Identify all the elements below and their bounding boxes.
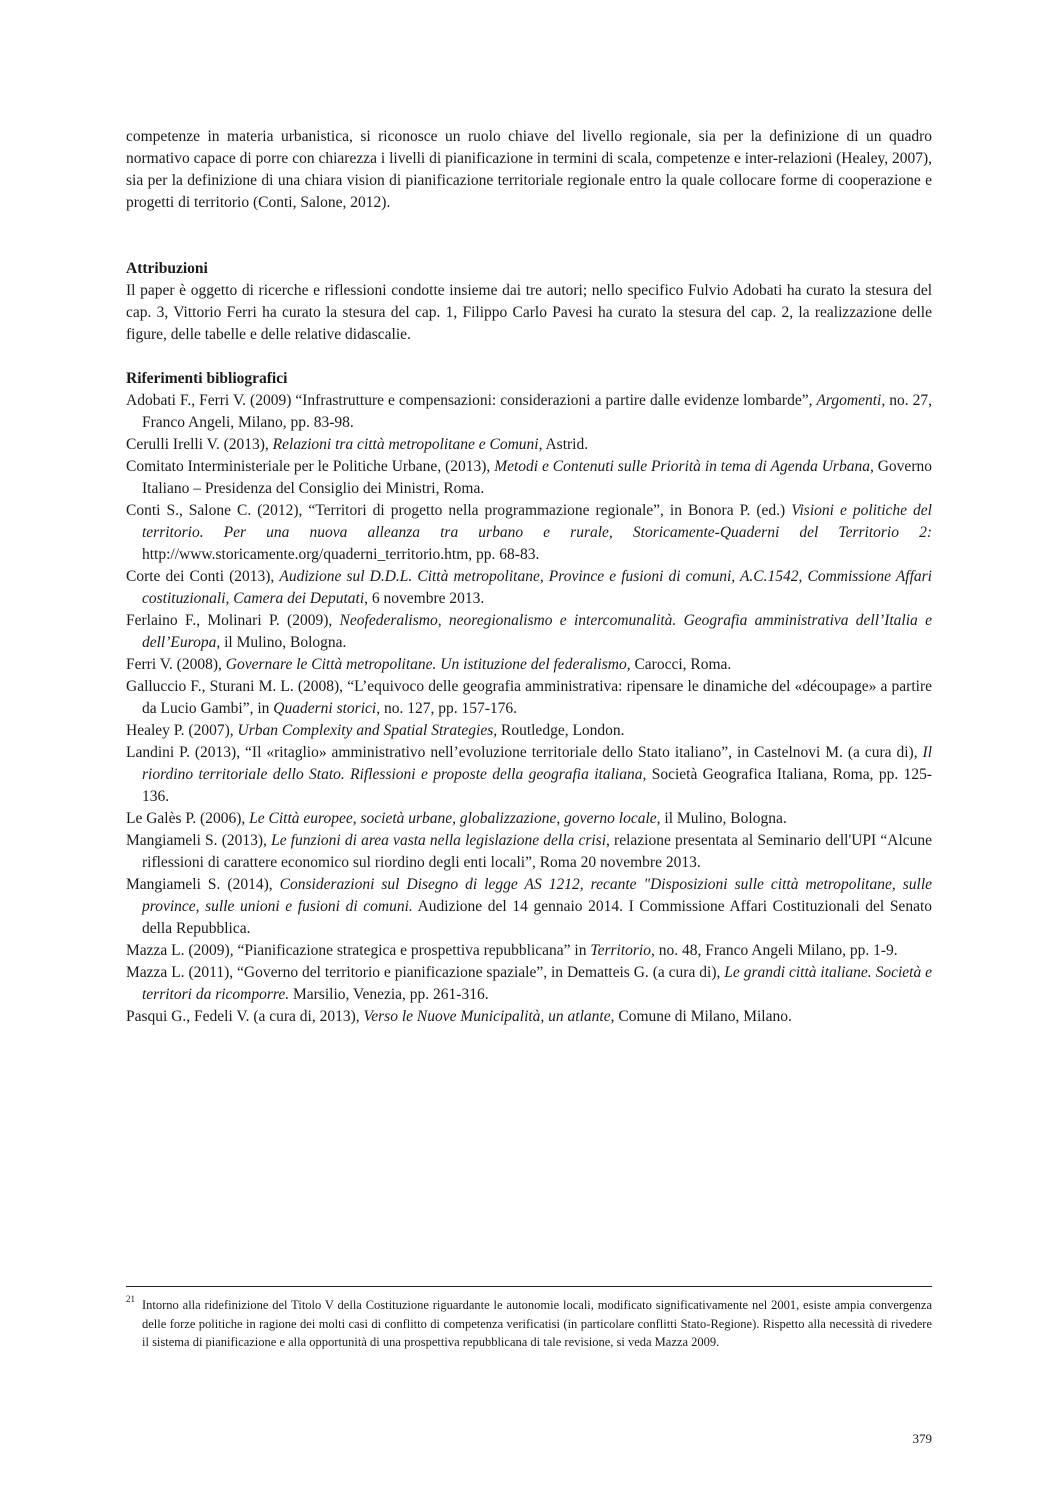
attribution-heading: Attribuzioni xyxy=(126,260,208,277)
reference-item: Mazza L. (2009), “Pianificazione strategica e prospettiva repubblicana” in Territorio, no. 48, Franco Angeli Milano, pp. 1-9. xyxy=(126,942,898,959)
page-body xyxy=(126,126,932,1028)
reference-item: Corte dei Conti (2013), Audizione sul D.D.L. Città metropolitane, Province e fusioni di comuni, A.C.1542, Commissione Affari costituzionali, Camera dei Deputati, 6 novembre 2013. xyxy=(126,568,932,607)
reference-item: Mangiameli S. (2013), Le funzioni di area vasta nella legislazione della crisi, relazione presentata al Seminario dell'UPI “Alcune riflessioni di carattere economico sul riordino degli enti locali”, Roma 20 novembre 2013. xyxy=(126,832,933,871)
attribution-body: Il paper è oggetto di ricerche e riflessioni condotte insieme dai tre autori; nello specifico Fulvio Adobati ha curato la stesura del cap. 3, Vittorio Ferri ha curato la stesura del cap. 1, Filippo Carlo Pavesi ha curato la stesura del cap. 2, la realizzazione delle figure, delle tabelle e delle relative didascalie. xyxy=(126,282,932,343)
reference-item: Comitato Interministeriale per le Politiche Urbane, (2013), Metodi e Contenuti sulle Priorità in tema di Agenda Urbana, Governo Italiano – Presidenza del Consiglio dei Ministri, Roma. xyxy=(126,458,932,497)
reference-item: Adobati F., Ferri V. (2009) “Infrastrutture e compensazioni: considerazioni a partire dalle evidenze lombarde”, Argomenti, no. 27, Franco Angeli, Milano, pp. 83-98. xyxy=(126,392,932,431)
reference-item: Galluccio F., Sturani M. L. (2008), “L’equivoco delle geografia amministrativa: ripensare le dinamiche del «découpage» a partire da Lucio Gambi”, in Quaderni storici, no. 127, pp. 157-176. xyxy=(126,678,932,717)
footnote-divider xyxy=(126,1286,932,1287)
page-number: 379 xyxy=(912,1431,932,1446)
reference-item: Le Galès P. (2006), Le Città europee, società urbane, globalizzazione, governo locale, il Mulino, Bologna. xyxy=(126,810,787,827)
references-heading: Riferimenti bibliografici xyxy=(126,370,288,387)
footnote-text: Intorno alla ridefinizione del Titolo V della Costituzione riguardante le autonomie locali, modificato significativamente nel 2001, esiste ampia convergenza delle forze politiche in ragione dei molti casi di conflitto di competenza verificatisi (in particolare conflitti Stato-Regione). Rispetto alla necessità di rivedere il sistema di pianificazione e alla opportunità di una prospettiva repubblicana di tale revisione, si veda Mazza 2009. xyxy=(142,1298,932,1349)
reference-item: Cerulli Irelli V. (2013), Relazioni tra città metropolitane e Comuni, Astrid. xyxy=(126,436,589,453)
reference-list xyxy=(126,390,932,1028)
reference-item: Pasqui G., Fedeli V. (a cura di, 2013), Verso le Nuove Municipalità, un atlante, Comune di Milano, Milano. xyxy=(126,1008,792,1025)
footnote-number: 21 xyxy=(126,1294,135,1304)
reference-item: Landini P. (2013), “Il «ritaglio» amministrativo nell’evoluzione territoriale dello Stato italiano”, in Castelnovi M. (a cura di), Il riordino territoriale dello Stato. Riflessioni e proposte della geografia italiana, Società Geografica Italiana, Roma, pp. 125-136. xyxy=(126,744,933,805)
reference-item: Ferri V. (2008), Governare le Città metropolitane. Un istituzione del federalismo, Carocci, Roma. xyxy=(126,656,732,673)
reference-item: Healey P. (2007), Urban Complexity and Spatial Strategies, Routledge, London. xyxy=(126,722,625,739)
reference-item: Conti S., Salone C. (2012), “Territori di progetto nella programmazione regionale”, in Bonora P. (ed.) Visioni e politiche del territorio. Per una nuova alleanza tra urbano e rurale, Storicamente-Quaderni del Territorio 2: http://www.storicamente.org/quaderni_territorio.htm, pp. 68-83. xyxy=(126,502,932,563)
reference-item: Ferlaino F., Molinari P. (2009), Neofederalismo, neoregionalismo e intercomunalità. Geografia amministrativa dell’Italia e dell’Europa, il Mulino, Bologna. xyxy=(126,612,932,651)
reference-item: Mangiameli S. (2014), Considerazioni sul Disegno di legge AS 1212, recante "Disposizioni sulle città metropolitane, sulle province, sulle unioni e fusioni di comuni. Audizione del 14 gennaio 2014. I Commissione Affari Costituzionali del Senato della Repubblica. xyxy=(126,876,933,937)
reference-item: Mazza L. (2011), “Governo del territorio e pianificazione spaziale”, in Dematteis G. (a cura di), Le grandi città italiane. Società e territori da ricomporre. Marsilio, Venezia, pp. 261-316. xyxy=(126,964,932,1003)
intro-paragraph: competenze in materia urbanistica, si riconosce un ruolo chiave del livello regionale, sia per la definizione di un quadro normativo capace di porre con chiarezza i livelli di pianificazione in termini di scala, competenze e inter-relazioni (Healey, 2007), sia per la definizione di una chiara vision di pianificazione territoriale regionale entro la quale collocare forme di cooperazione e progetti di territorio (Conti, Salone, 2012). xyxy=(126,128,932,211)
footnote xyxy=(126,1296,932,1352)
